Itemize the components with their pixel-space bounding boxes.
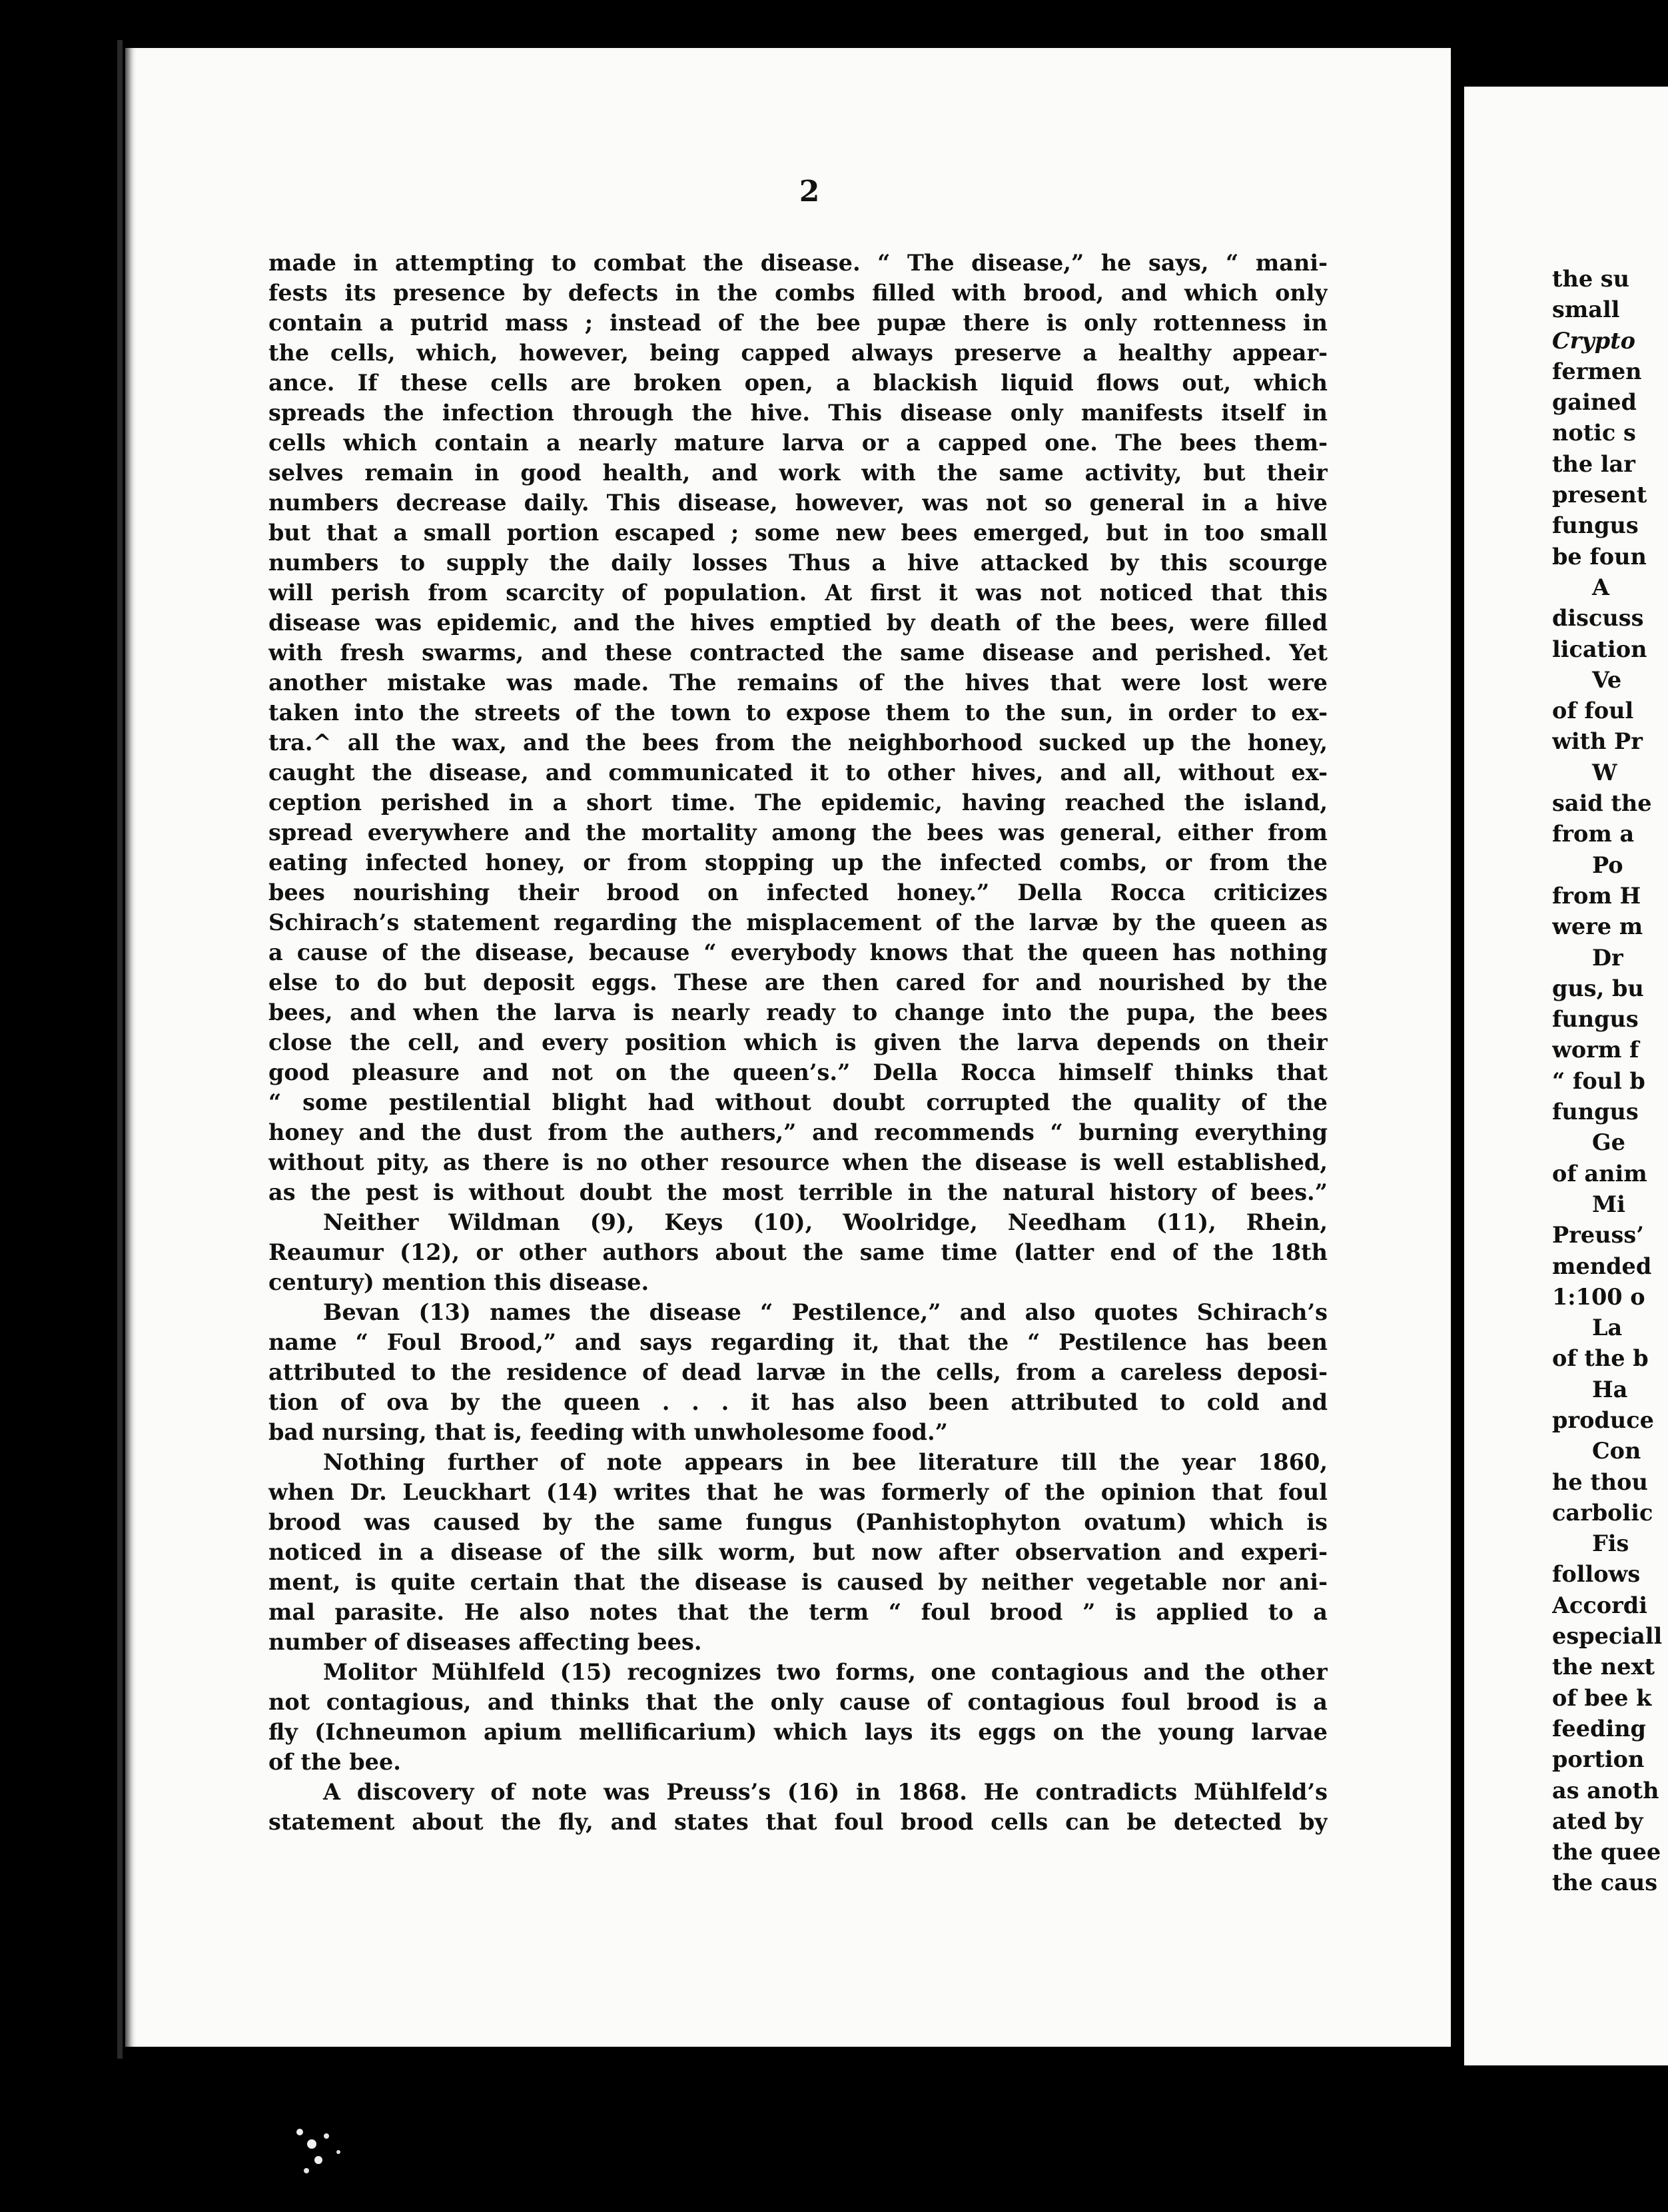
right-page-text-fragment	[1552, 264, 1668, 1899]
text-line: 1:100 o	[1552, 1283, 1645, 1310]
text-line: follows	[1552, 1561, 1641, 1588]
text-line: good pleasure and not on the queen’s.” Della Rocca himself thinks that	[268, 1059, 1328, 1085]
text-line: another mistake was made. The remains of the hives that were lost were	[268, 670, 1328, 696]
text-line: cells which contain a nearly mature larva or a capped one. The bees them-	[268, 430, 1328, 456]
text-line: eating infected honey, or from stopping up the infected combs, or from the	[268, 849, 1328, 875]
text-line: present	[1552, 482, 1647, 508]
text-line: ment, is quite certain that the disease is caused by neither vegetable nor ani-	[268, 1569, 1328, 1595]
text-line: bad nursing, that is, feeding with unwholesome food.”	[268, 1419, 948, 1445]
text-line: with Pr	[1552, 728, 1643, 755]
text-line: Mi	[1592, 1191, 1625, 1217]
text-line: notic s	[1552, 420, 1636, 446]
text-line: Dr	[1592, 944, 1623, 971]
text-line: Molitor Mühlfeld (15) recognizes two forms, one contagious and the other	[323, 1659, 1328, 1685]
text-line: noticed in a disease of the silk worm, but now after observation and experi-	[268, 1539, 1328, 1565]
text-line: fly (Ichneumon apium mellificarium) which lays its eggs on the young larvae	[268, 1719, 1328, 1745]
text-line: else to do but deposit eggs. These are then cared for and nourished by the	[268, 969, 1328, 995]
text-line: without pity, as there is no other resource when the disease is well established,	[268, 1149, 1328, 1175]
text-line: Fis	[1592, 1530, 1629, 1557]
text-line: spreads the infection through the hive. This disease only manifests itself in	[268, 400, 1328, 426]
text-line: especiall	[1552, 1623, 1663, 1650]
text-line: Neither Wildman (9), Keys (10), Woolridge, Needham (11), Rhein,	[323, 1209, 1328, 1235]
text-line: as the pest is without doubt the most terrible in the natural history of bees.”	[268, 1179, 1328, 1205]
text-line: “ foul b	[1552, 1067, 1645, 1094]
text-line: the next	[1552, 1654, 1655, 1680]
text-line: Schirach’s statement regarding the misplacement of the larvæ by the queen as	[268, 909, 1328, 935]
text-line: small	[1552, 296, 1620, 323]
text-line: mal parasite. He also notes that the term “ foul brood ” is applied to a	[268, 1599, 1328, 1625]
text-line: Ge	[1592, 1129, 1625, 1156]
text-line: will perish from scarcity of population. At first it was not noticed that this	[268, 580, 1328, 606]
text-line: from a	[1552, 821, 1635, 847]
text-line: tra.^ all the wax, and the bees from the neighborhood sucked up the honey,	[268, 730, 1328, 756]
text-line: Ha	[1592, 1376, 1628, 1402]
text-line: name “ Foul Brood,” and says regarding it, that the “ Pestilence has been	[268, 1329, 1328, 1355]
text-line: “ some pestilential blight had without doubt corrupted the quality of the	[268, 1089, 1328, 1115]
text-line: but that a small portion escaped ; some new bees emerged, but in too small	[268, 520, 1328, 546]
text-line: the lar	[1552, 450, 1635, 477]
text-line: portion	[1552, 1746, 1645, 1773]
text-line: spread everywhere and the mortality among the bees was general, either from	[268, 820, 1328, 845]
text-line: attributed to the residence of dead larvæ in the cells, from a careless deposi-	[268, 1359, 1328, 1385]
text-line: numbers decrease daily. This disease, however, was not so general in a hive	[268, 490, 1328, 516]
text-line: numbers to supply the daily losses Thus a hive attacked by this scourge	[268, 550, 1328, 576]
text-line: were m	[1552, 913, 1643, 940]
text-line: honey and the dust from the authers,” and recommends “ burning everything	[268, 1119, 1328, 1145]
text-line: when Dr. Leuckhart (14) writes that he was formerly of the opinion that foul	[268, 1479, 1328, 1505]
text-line: of bee k	[1552, 1684, 1652, 1711]
text-line: fermen	[1552, 358, 1642, 384]
text-line: ance. If these cells are broken open, a blackish liquid flows out, which	[268, 370, 1328, 396]
text-line: bees, and when the larva is nearly ready to change into the pupa, the bees	[268, 999, 1328, 1025]
text-line: Po	[1592, 851, 1623, 878]
text-line: of the bee.	[268, 1749, 401, 1775]
text-line: from H	[1552, 882, 1641, 909]
text-line: ated by	[1552, 1808, 1643, 1834]
text-line: Crypto	[1552, 327, 1636, 354]
text-line: gus, bu	[1552, 975, 1644, 1001]
text-line: La	[1592, 1315, 1623, 1341]
text-line: Preuss’	[1552, 1222, 1644, 1249]
text-line: as anoth	[1552, 1777, 1659, 1804]
text-line: contain a putrid mass ; instead of the bee pupæ there is only rottenness in	[268, 310, 1328, 336]
text-line: carbolic	[1552, 1499, 1653, 1526]
scan-speckle-marks	[286, 2112, 366, 2185]
text-line: brood was caused by the same fungus (Panhistophyton ovatum) which is	[268, 1509, 1328, 1535]
text-line: caught the disease, and communicated it to other hives, and all, without ex-	[268, 760, 1328, 786]
text-line: Reaumur (12), or other authors about the same time (latter end of the 18th	[268, 1239, 1328, 1265]
page-edge-shadow	[117, 40, 123, 2059]
text-line: discuss	[1552, 605, 1644, 632]
text-line: lication	[1552, 636, 1647, 662]
text-line: taken into the streets of the town to expose them to the sun, in order to ex-	[268, 700, 1328, 726]
text-line: Ve	[1592, 666, 1622, 693]
text-line: worm f	[1552, 1037, 1639, 1063]
text-line: made in attempting to combat the disease. “ The disease,” he says, “ mani-	[268, 250, 1328, 276]
text-line: of the b	[1552, 1345, 1649, 1372]
text-line: fungus	[1552, 1006, 1639, 1033]
text-line: fungus	[1552, 1099, 1639, 1125]
text-line: said the	[1552, 790, 1652, 817]
text-line: feeding	[1552, 1715, 1646, 1742]
text-line: Con	[1592, 1438, 1641, 1464]
text-line: the cells, which, however, being capped always preserve a healthy appear-	[268, 340, 1328, 366]
text-line: the caus	[1552, 1870, 1658, 1896]
text-line: ception perished in a short time. The epidemic, having reached the island,	[268, 790, 1328, 816]
text-line: fests its presence by defects in the combs filled with brood, and which only	[268, 280, 1328, 306]
text-line: Bevan (13) names the disease “ Pestilence,” and also quotes Schirach’s	[323, 1299, 1328, 1325]
page-number: 2	[799, 175, 820, 209]
text-line: of anim	[1552, 1160, 1647, 1187]
text-line: be foun	[1552, 543, 1647, 570]
text-line: bees nourishing their brood on infected honey.” Della Rocca criticizes	[268, 879, 1328, 905]
text-line: tion of ova by the queen . . . it has also been attributed to cold and	[268, 1389, 1328, 1415]
text-line: not contagious, and thinks that the only cause of contagious foul brood is a	[268, 1689, 1328, 1715]
text-line: statement about the fly, and states that foul brood cells can be detected by	[268, 1809, 1328, 1835]
text-line: selves remain in good health, and work with the same activity, but their	[268, 460, 1328, 486]
text-line: of foul	[1552, 698, 1634, 724]
text-line: produce	[1552, 1406, 1654, 1433]
text-line: fungus	[1552, 512, 1639, 539]
text-line: mended	[1552, 1253, 1652, 1279]
text-line: A discovery of note was Preuss’s (16) in 1868. He contradicts Mühlfeld’s	[323, 1779, 1328, 1805]
text-line: a cause of the disease, because “ everybody knows that the queen has nothing	[268, 939, 1328, 965]
text-line: he thou	[1552, 1468, 1648, 1495]
text-line: the su	[1552, 266, 1630, 292]
text-line: W	[1592, 759, 1617, 786]
text-line: Accordi	[1552, 1592, 1647, 1618]
text-line: with fresh swarms, and these contracted the same disease and perished. Yet	[268, 640, 1328, 666]
main-text-block	[268, 248, 1328, 1837]
text-line: number of diseases affecting bees.	[268, 1629, 702, 1655]
text-line: the quee	[1552, 1839, 1661, 1866]
text-line: A	[1592, 574, 1609, 600]
text-line: close the cell, and every position which is given the larva depends on their	[268, 1029, 1328, 1055]
text-line: gained	[1552, 389, 1637, 416]
text-line: Nothing further of note appears in bee literature till the year 1860,	[323, 1449, 1328, 1475]
text-line: century) mention this disease.	[268, 1269, 649, 1295]
text-line: disease was epidemic, and the hives emptied by death of the bees, were filled	[268, 610, 1328, 636]
